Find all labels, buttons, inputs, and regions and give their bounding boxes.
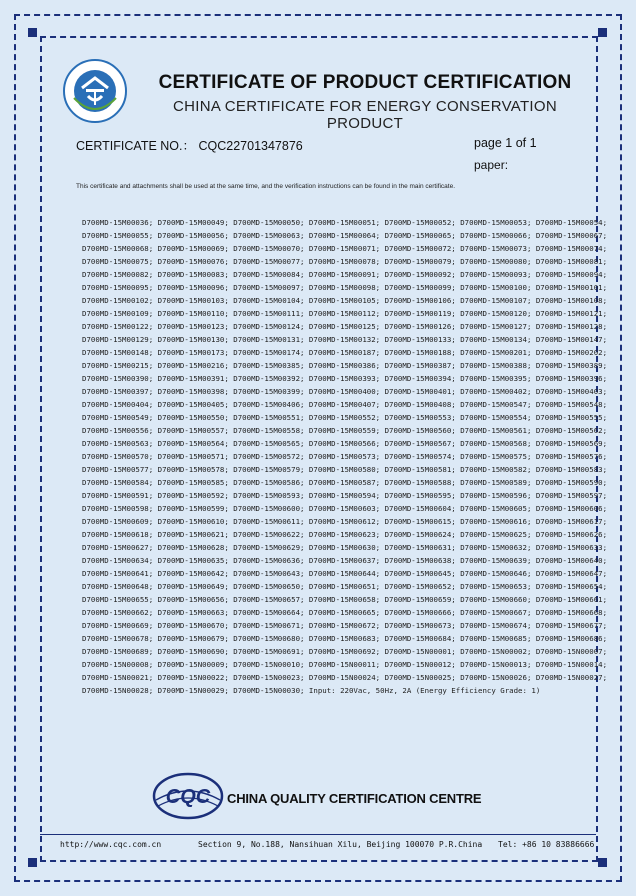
certificate-number-value: CQC22701347876 <box>198 139 303 153</box>
model-line: D700MD-15M00662; D700MD-15M00663; D700MD-15M00664; D700MD-15M00665; D700MD-15M00666; D700MD-15M00667; D700MD-15M00668; <box>82 608 608 617</box>
model-line: D700MD-15M00068; D700MD-15M00069; D700MD-15M00070; D700MD-15M00071; D700MD-15M00072; D700MD-15M00073; D700MD-15M00074; <box>82 244 608 253</box>
model-line: D700MD-15M00641; D700MD-15M00642; D700MD-15M00643; D700MD-15M00644; D700MD-15M00645; D700MD-15M00646; D700MD-15M00647; <box>82 569 608 578</box>
energy-conservation-logo <box>62 58 128 124</box>
model-line: D700MD-15N00028; D700MD-15N00029; D700MD-15N00030; Input: 220Vac, 50Hz, 2A (Energy Efficiency Grade: 1) <box>82 686 541 695</box>
model-line: D700MD-15M00082; D700MD-15M00083; D700MD-15M00084; D700MD-15M00091; D700MD-15M00092; D700MD-15M00093; D700MD-15M00094; <box>82 270 608 279</box>
paper-label: paper: <box>474 158 509 172</box>
cqc-logo <box>152 772 224 820</box>
footer-address: Section 9, No.188, Nansihuan Xilu, Beijing 100070 P.R.China <box>198 840 483 849</box>
model-line: D700MD-15M00689; D700MD-15M00690; D700MD-15M00691; D700MD-15M00692; D700MD-15N00001; D700MD-15N00002; D700MD-15N00007; <box>82 647 608 656</box>
model-line: D700MD-15M00549; D700MD-15M00550; D700MD-15M00551; D700MD-15M00552; D700MD-15M00553; D700MD-15M00554; D700MD-15M00555; <box>82 413 608 422</box>
model-line: D700MD-15M00215; D700MD-15M00216; D700MD-15M00385; D700MD-15M00386; D700MD-15M00387; D700MD-15M00388; D700MD-15M00389; <box>82 361 608 370</box>
model-line: D700MD-15M00036; D700MD-15M00049; D700MD-15M00050; D700MD-15M00051; D700MD-15M00052; D700MD-15M00053; D700MD-15M00054; <box>82 218 608 227</box>
model-line: D700MD-15M00591; D700MD-15M00592; D700MD-15M00593; D700MD-15M00594; D700MD-15M00595; D700MD-15M00596; D700MD-15M00597; <box>82 491 608 500</box>
usage-note: This certificate and attachments shall be used at the same time, and the verification instructions can be found in the main certificate. <box>76 183 456 190</box>
model-line: D700MD-15M00109; D700MD-15M00110; D700MD-15M00111; D700MD-15M00112; D700MD-15M00119; D700MD-15M00120; D700MD-15M00121; <box>82 309 608 318</box>
corner-mark <box>598 28 607 37</box>
model-line: D700MD-15M00556; D700MD-15M00557; D700MD-15M00558; D700MD-15M00559; D700MD-15M00560; D700MD-15M00561; D700MD-15M00562; <box>82 426 608 435</box>
model-line: D700MD-15M00148; D700MD-15M00173; D700MD-15M00174; D700MD-15M00187; D700MD-15M00188; D700MD-15M00201; D700MD-15M00202; <box>82 348 608 357</box>
model-line: D700MD-15M00055; D700MD-15M00056; D700MD-15M00063; D700MD-15M00064; D700MD-15M00065; D700MD-15M00066; D700MD-15M00067; <box>82 231 608 240</box>
corner-mark <box>598 858 607 867</box>
model-line: D700MD-15M00598; D700MD-15M00599; D700MD-15M00600; D700MD-15M00603; D700MD-15M00604; D700MD-15M00605; D700MD-15M00606; <box>82 504 608 513</box>
model-line: D700MD-15M00563; D700MD-15M00564; D700MD-15M00565; D700MD-15M00566; D700MD-15M00567; D700MD-15M00568; D700MD-15M00569; <box>82 439 608 448</box>
model-list <box>82 216 608 697</box>
model-line: D700MD-15M00618; D700MD-15M00621; D700MD-15M00622; D700MD-15M00623; D700MD-15M00624; D700MD-15M00625; D700MD-15M00626; <box>82 530 608 539</box>
model-line: D700MD-15M00075; D700MD-15M00076; D700MD-15M00077; D700MD-15M00078; D700MD-15M00079; D700MD-15M00080; D700MD-15M00081; <box>82 257 608 266</box>
model-line: D700MD-15M00584; D700MD-15M00585; D700MD-15M00586; D700MD-15M00587; D700MD-15M00588; D700MD-15M00589; D700MD-15M00590; <box>82 478 608 487</box>
footer-url[interactable]: http://www.cqc.com.cn <box>60 840 162 849</box>
model-line: D700MD-15M00678; D700MD-15M00679; D700MD-15M00680; D700MD-15M00683; D700MD-15M00684; D700MD-15M00685; D700MD-15M00686; <box>82 634 608 643</box>
certificate-subtitle: CHINA CERTIFICATE FOR ENERGY CONSERVATION PRODUCT <box>172 98 558 132</box>
model-line: D700MD-15M00648; D700MD-15M00649; D700MD-15M00650; D700MD-15M00651; D700MD-15M00652; D700MD-15M00653; D700MD-15M00654; <box>82 582 608 591</box>
certificate-title: CERTIFICATE OF PRODUCT CERTIFICATION <box>158 72 572 93</box>
issuer-name: CHINA QUALITY CERTIFICATION CENTRE <box>227 791 482 806</box>
model-line: D700MD-15M00397; D700MD-15M00398; D700MD-15M00399; D700MD-15M00400; D700MD-15M00401; D700MD-15M00402; D700MD-15M00403; <box>82 387 608 396</box>
footer-divider <box>40 834 596 835</box>
page-indicator: page 1 of 1 <box>474 136 537 150</box>
model-line: D700MD-15M00129; D700MD-15M00130; D700MD-15M00131; D700MD-15M00132; D700MD-15M00133; D700MD-15M00134; D700MD-15M00147; <box>82 335 608 344</box>
corner-mark <box>28 858 37 867</box>
certificate-number <box>76 136 303 154</box>
model-line: D700MD-15N00008; D700MD-15N00009; D700MD-15N00010; D700MD-15N00011; D700MD-15N00012; D700MD-15N00013; D700MD-15N00014; <box>82 660 608 669</box>
certificate-number-label: CERTIFICATE NO.： <box>76 139 195 153</box>
model-line: D700MD-15M00404; D700MD-15M00405; D700MD-15M00406; D700MD-15M00407; D700MD-15M00408; D700MD-15M00547; D700MD-15M00548; <box>82 400 608 409</box>
model-line: D700MD-15M00577; D700MD-15M00578; D700MD-15M00579; D700MD-15M00580; D700MD-15M00581; D700MD-15M00582; D700MD-15M00583; <box>82 465 608 474</box>
footer-telephone: Tel: +86 10 83886666 <box>498 840 595 849</box>
model-line: D700MD-15M00390; D700MD-15M00391; D700MD-15M00392; D700MD-15M00393; D700MD-15M00394; D700MD-15M00395; D700MD-15M00396; <box>82 374 608 383</box>
model-line: D700MD-15M00122; D700MD-15M00123; D700MD-15M00124; D700MD-15M00125; D700MD-15M00126; D700MD-15M00127; D700MD-15M00128; <box>82 322 608 331</box>
corner-mark <box>28 28 37 37</box>
model-line: D700MD-15M00655; D700MD-15M00656; D700MD-15M00657; D700MD-15M00658; D700MD-15M00659; D700MD-15M00660; D700MD-15M00661; <box>82 595 608 604</box>
model-line: D700MD-15M00634; D700MD-15M00635; D700MD-15M00636; D700MD-15M00637; D700MD-15M00638; D700MD-15M00639; D700MD-15M00640; <box>82 556 608 565</box>
model-line: D700MD-15M00609; D700MD-15M00610; D700MD-15M00611; D700MD-15M00612; D700MD-15M00615; D700MD-15M00616; D700MD-15M00617; <box>82 517 608 526</box>
model-line: D700MD-15M00095; D700MD-15M00096; D700MD-15M00097; D700MD-15M00098; D700MD-15M00099; D700MD-15M00100; D700MD-15M00101; <box>82 283 608 292</box>
model-line: D700MD-15M00627; D700MD-15M00628; D700MD-15M00629; D700MD-15M00630; D700MD-15M00631; D700MD-15M00632; D700MD-15M00633; <box>82 543 608 552</box>
model-line: D700MD-15N00021; D700MD-15N00022; D700MD-15N00023; D700MD-15N00024; D700MD-15N00025; D700MD-15N00026; D700MD-15N00027; <box>82 673 608 682</box>
model-line: D700MD-15M00669; D700MD-15M00670; D700MD-15M00671; D700MD-15M00672; D700MD-15M00673; D700MD-15M00674; D700MD-15M00677; <box>82 621 608 630</box>
model-line: D700MD-15M00102; D700MD-15M00103; D700MD-15M00104; D700MD-15M00105; D700MD-15M00106; D700MD-15M00107; D700MD-15M00108; <box>82 296 608 305</box>
model-line: D700MD-15M00570; D700MD-15M00571; D700MD-15M00572; D700MD-15M00573; D700MD-15M00574; D700MD-15M00575; D700MD-15M00576; <box>82 452 608 461</box>
cqc-logo-text: CQC <box>165 786 211 808</box>
